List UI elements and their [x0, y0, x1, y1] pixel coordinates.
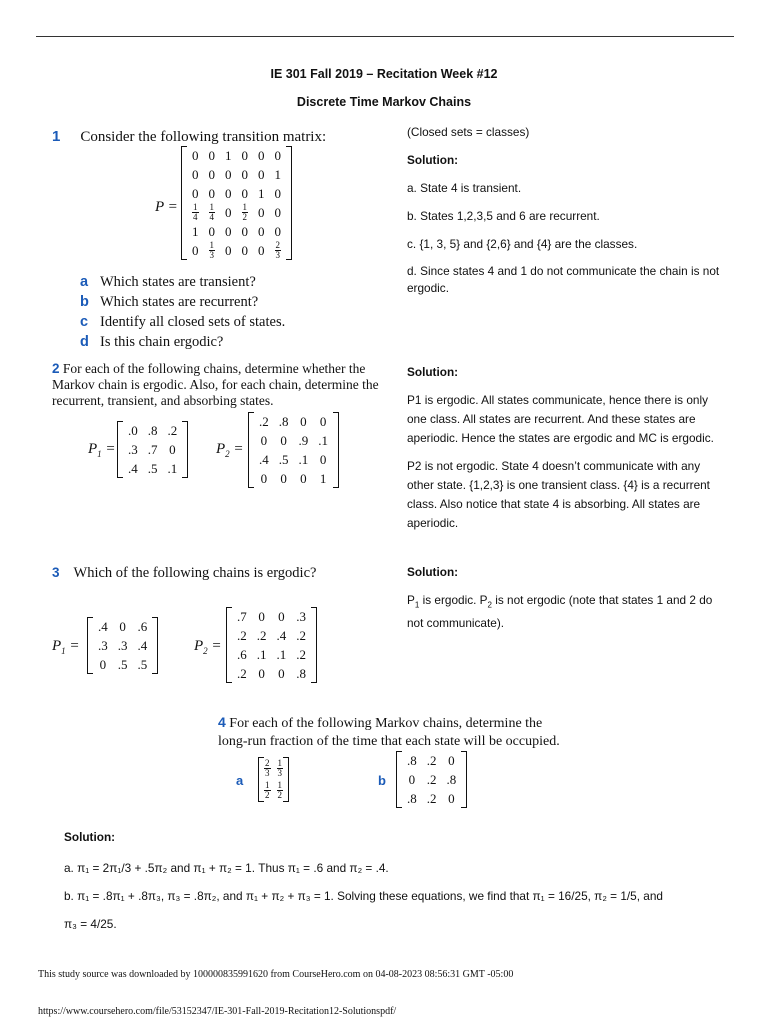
- fraction: $\frac{1}{2}$: [242, 202, 247, 222]
- answer-q3: $P_1$ is ergodic. $P_2$ is not ergodic (note that states 1 and 2 do not communicate).: [407, 593, 713, 631]
- q4-matrix-b: .8 .2 0 0 .2 .8 .8 .2 0: [396, 751, 467, 808]
- fraction: $\frac{1}{4}$: [193, 202, 198, 222]
- question-2: [52, 361, 387, 409]
- question-number: 1: [52, 128, 61, 145]
- q4-matrix-a: $\frac{2}{3}$ $\frac{1}{3}$ $\frac{1}{2}$ $\frac{1}{2}$: [258, 757, 289, 802]
- part-a: a Which states are transient?: [80, 274, 256, 290]
- answer-p2: P2 is not ergodic. State 4 doesn’t communicate with any other state. {1,2,3} is one transient class. {4} is a recurrent class. Also notice that state 4 is absorbing. All states are aperiodic.: [407, 459, 710, 530]
- q3-matrix-p2: .7 0 0 .3 .2 .2 .4 .2 .6 .1 .1 .2 .2 0 0 .8: [226, 607, 317, 683]
- fraction: $\frac{1}{4}$: [209, 202, 214, 222]
- question-number: 3: [52, 565, 60, 580]
- fraction: $\frac{2}{3}$: [275, 240, 280, 260]
- page-subtitle: Discrete Time Markov Chains: [296, 95, 472, 109]
- q4-solution-label: Solution:: [64, 830, 116, 844]
- answer-c: c. {1, 3, 5} and {2,6} and {4} are the classes.: [407, 237, 638, 251]
- question-number: 4: [218, 714, 226, 730]
- q4-part-a-label: a: [236, 773, 244, 788]
- page-title: IE 301 Fall 2019 – Recitation Week #12: [270, 67, 498, 81]
- solution-label: Solution:: [407, 365, 459, 379]
- part-b: b Which states are recurrent?: [80, 294, 259, 310]
- fraction: $\frac{1}{3}$: [209, 240, 214, 260]
- part-d: d Is this chain ergodic?: [80, 334, 224, 350]
- q3-p2-label: $P_2$ =: [194, 638, 222, 656]
- q3-p1-label: $P_1$ =: [52, 638, 80, 656]
- p1-label: $P_1$ =: [88, 441, 116, 459]
- answer-a: a. State 4 is transient.: [407, 181, 522, 195]
- matrix-label-p: P =: [155, 199, 178, 215]
- question-text-line-2: long-run fraction of the time that each state will be occupied.: [218, 734, 560, 749]
- closed-sets-note: (Closed sets = classes): [407, 125, 530, 139]
- part-c: c Identify all closed sets of states.: [80, 314, 286, 330]
- solution-label: Solution:: [407, 565, 459, 579]
- q2-matrix-p1: .0 .8 .2 .3 .7 0 .4 .5 .1: [117, 421, 188, 478]
- question-1: [52, 128, 326, 146]
- question-text: For each of the following chains, determine whether the Markov chain is ergodic. Also, for each chain, determine the recurrent, transient, and absorbing states.: [52, 361, 379, 408]
- top-rule: [36, 36, 734, 37]
- matrix-p-table: 0 0 1 0 0 0 0 0 0 0 0 1 0 0 0 0 1 0 $\frac{1}{4}$ $\frac{1}{4}$ 0 $\frac{1}{2}$ 0 0 1 0 0 0 0 0 0 $\frac{1}{3}$ 0 0 0 $\frac{2}{3}$: [192, 147, 281, 260]
- q2-matrix-p2: .2 .8 0 0 0 0 .9 .1 .4 .5 .1 0 0 0 0 1: [248, 412, 339, 488]
- q2-solution-column: [407, 363, 725, 533]
- answer-p1: P1 is ergodic. All states communicate, hence there is only one class. All states are recurrent. And these states are aperiodic. Hence the states are ergodic and MC is ergodic.: [407, 393, 714, 445]
- question-text: Consider the following transition matrix:: [80, 129, 327, 145]
- question-text: Which of the following chains is ergodic?: [73, 565, 317, 581]
- q3-solution-column: [407, 563, 729, 633]
- download-notice: This study source was downloaded by 100000835991620 from CourseHero.com on 04-08-2023 08:56:31 GMT -05:00: [38, 969, 514, 980]
- q1-solution-column: [407, 123, 727, 297]
- question-1-parts: [80, 272, 285, 352]
- answer-d: d. Since states 4 and 1 do not communicate the chain is not ergodic.: [407, 264, 720, 295]
- q4-answer-a: a. π₁ = 2π₁/3 + .5π₂ and π₁ + π₂ = 1. Thus π₁ = .6 and π₂ = .4.: [64, 861, 389, 875]
- p2-label: $P_2$ =: [216, 441, 244, 459]
- q4-answer-b-line-1: b. π₁ = .8π₁ + .8π₃, π₃ = .8π₂, and π₁ + π₂ + π₃ = 1. Solving these equations, we find that π₁ = 16/25, π₂ = 1/5, and: [64, 889, 663, 903]
- q4-part-b-label: b: [378, 773, 386, 788]
- matrix-p: [181, 146, 292, 260]
- question-number: 2: [52, 361, 60, 376]
- answer-b: b. States 1,2,3,5 and 6 are recurrent.: [407, 209, 600, 223]
- question-3: [52, 564, 316, 582]
- solution-label: Solution:: [407, 153, 459, 167]
- q3-matrix-p1: .4 0 .6 .3 .3 .4 0 .5 .5: [87, 617, 158, 674]
- question-text-line-1: For each of the following Markov chains, determine the: [229, 716, 543, 731]
- source-url[interactable]: https://www.coursehero.com/file/53152347/IE-301-Fall-2019-Recitation12-Solutionspdf/: [38, 1006, 397, 1017]
- q4-answer-b-line-2: π₃ = 4/25.: [64, 917, 117, 931]
- question-4: [218, 713, 560, 751]
